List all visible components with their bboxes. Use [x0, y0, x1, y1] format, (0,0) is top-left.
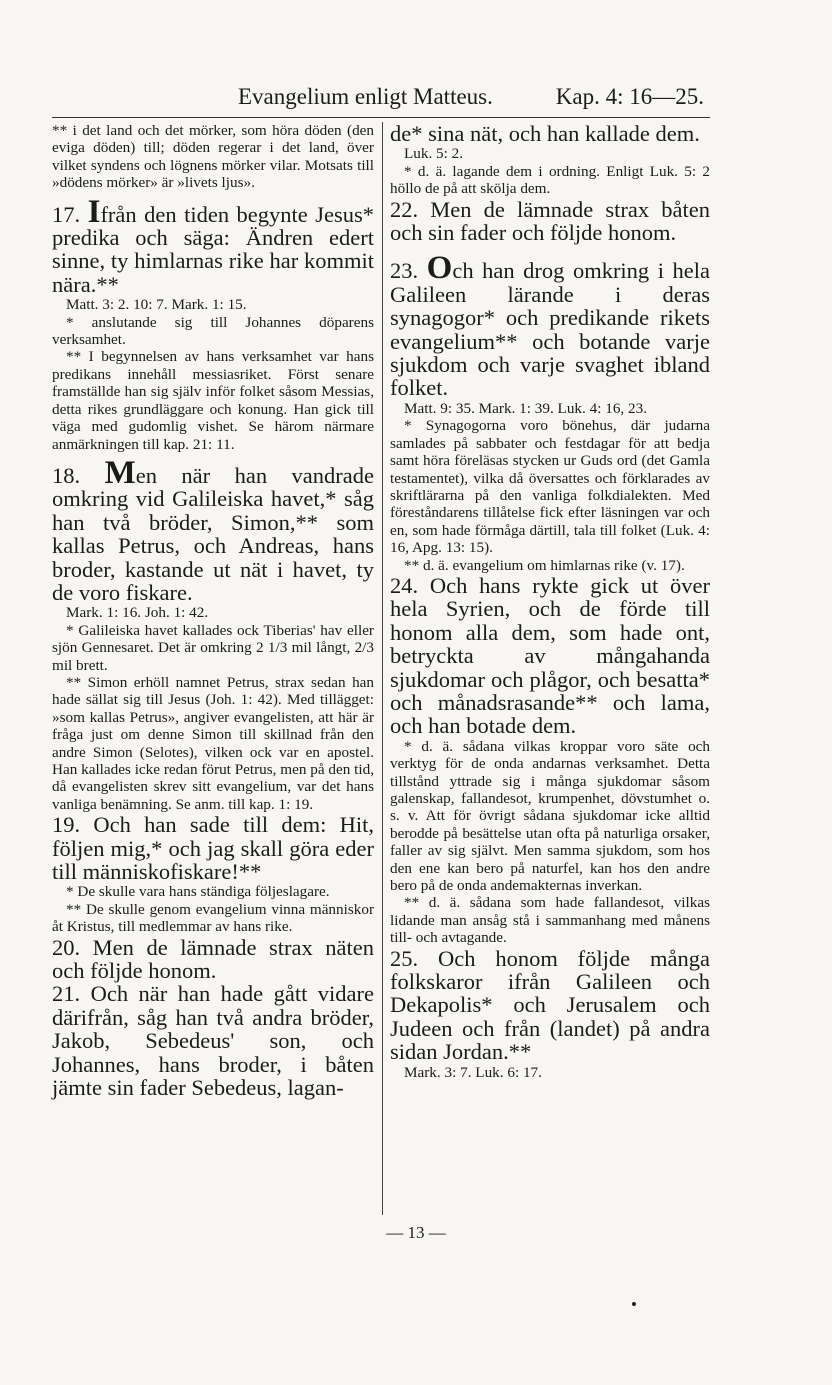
text: Luk. 5: 2. — [404, 145, 464, 163]
verse — [52, 936, 374, 983]
verse-number: 17. — [52, 201, 88, 227]
verse — [52, 813, 374, 883]
text: * anslutande sig till Johannes döparens verksamhet. — [52, 313, 374, 349]
text: de* sina nät, och han kallade dem. — [390, 121, 700, 146]
footnote — [52, 348, 374, 452]
verse-number: 20. — [52, 934, 93, 960]
footnote — [390, 738, 710, 895]
text: ** I begynnelsen av hans verksamhet var hans predikans innehåll messiasriket. Först senare framställde han sig själv inför folket såsom Messias, detta rikes grundläggare och konung. Han gick till väga med gudomlig vishet. Se härom närmare anmärkningen till kap. 21: 11. — [52, 348, 374, 453]
text: ** d. ä. evangelium om himlarnas rike (v. 17). — [404, 556, 685, 574]
text: * Synagogorna voro bönehus, där judarna samlades på sabbater och festdagar för att bedja samt höra föreläsas stycken ur Guds ord (det Gamla testamentet), vilka då översattes och förklarades av skriftlärarna på den vanliga folkdialekten. Med föreståndarens tillåtelse fick efter läsningen var och en, som hade förmåga därtill, tala till folket (Luk. 4: 16, Apg. 13: 15). — [390, 417, 710, 557]
text: ** Simon erhöll namnet Petrus, strax sedan han hade sällat sig till Jesus (Joh. 1: 42). Med tillägget: »som kallas Petrus», angiver evangelisten, att här är fråga just om denne Simon till skillnad från den andre Simon (Selotes), vilken ock var en apostel. Han kallades icke redan förut Petrus, men på den tid, då evangelisten skrev sitt evangelium, var det hans vanliga benämning. Se anm. till kap. 1: 19. — [52, 673, 374, 813]
verse-number: 19. — [52, 812, 94, 838]
footnote — [52, 622, 374, 674]
initial-capital: O — [426, 250, 453, 287]
verse-number: 22. — [390, 196, 431, 222]
column-divider — [382, 122, 383, 1215]
text: Och honom följde många folkskaror ifrån Galileen och Dekapolis* och Jerusalem och Judeen och från (landet) på andra sidan Jordan.** — [390, 945, 710, 1065]
verse-number: 21. — [52, 981, 91, 1007]
text: Och när han hade gått vidare därifrån, såg han två andra bröder, Jakob, Sebedeus' son, och Johannes, hans broder, i båten jämte sin fader Sebedeus, lagan- — [52, 981, 375, 1101]
footnote — [52, 314, 374, 349]
text: * d. ä. sådana vilkas kroppar voro säte och verktyg för de onda andarnas verksamhet. Detta tillstånd yttrade sig i många sjukdomar såsom galenskap, fallandesot, krumpenhet, dövstumhet o. s. v. Att för övrigt sådana sjukdomar icke alltid berodde på besättelse utan ofta på naturliga orsaker, faller av sig självt. Men samma sjukdom, som hos den ene kan bero på naturfel, kan hos den andre bero på de onda andemakternas inverkan. — [390, 737, 710, 895]
text: Men de lämnade strax båten och sin fader och följde honom. — [390, 196, 711, 246]
print-speck — [632, 1302, 636, 1306]
text: Mark. 1: 16. Joh. 1: 42. — [66, 604, 209, 622]
text: Och han sade till dem: Hit, följen mig,* och jag skall göra eder till människofiskare!** — [52, 812, 375, 885]
text: från den tiden begynte Jesus* predika och säga: Ändren edert sinne, ty himlarnas rike har kommit nära.** — [52, 201, 374, 297]
text: ** De skulle genom evangelium vinna människor åt Kristus, till medlemmar av hans rike. — [52, 900, 374, 936]
left-column — [52, 122, 374, 1100]
footnote — [390, 163, 710, 198]
header-rule — [52, 117, 710, 118]
cross-reference — [390, 145, 710, 162]
verse — [390, 574, 710, 738]
text: Mark. 3: 7. Luk. 6: 17. — [404, 1063, 542, 1081]
footnote — [52, 883, 374, 900]
verse — [390, 947, 710, 1064]
verse — [52, 982, 374, 1099]
cross-reference — [390, 1064, 710, 1081]
text: Matt. 3: 2. 10: 7. Mark. 1: 15. — [66, 296, 247, 314]
verse — [390, 122, 710, 145]
cross-reference — [52, 604, 374, 621]
header-chapter: Kap. 4: 16—25. — [555, 84, 704, 109]
text: * d. ä. lagande dem i ordning. Enligt Luk. 5: 2 höllo de på att skölja dem. — [390, 162, 710, 198]
initial-capital: I — [87, 193, 101, 230]
footnote — [52, 122, 374, 192]
verse-number: 24. — [390, 572, 430, 598]
right-column — [390, 122, 710, 1081]
text: ** d. ä. sådana som hade fallandesot, vilkas lidande man ansåg stå i sammanhang med månens till- och avtagande. — [390, 894, 710, 947]
text: ** i det land och det mörker, som höra döden (den eviga döden) till; döden regerar i det land, över vilket syndens och lögnens mörker vilar. Motsats till »dödens mörker» är »livets ljus». — [52, 122, 374, 192]
verse — [52, 454, 374, 605]
page-number: — 13 — — [386, 1223, 446, 1242]
running-header — [52, 80, 708, 112]
text: * De skulle vara hans ständiga följeslagare. — [66, 883, 330, 901]
initial-capital: M — [104, 454, 136, 491]
text: Men de lämnade strax näten och följde honom. — [52, 934, 374, 984]
footnote — [52, 674, 374, 813]
header-title: Evangelium enligt Matteus. — [238, 84, 493, 109]
text: Matt. 9: 35. Mark. 1: 39. Luk. 4: 16, 23. — [404, 399, 647, 417]
verse-number: 23. — [390, 258, 427, 284]
footnote — [390, 894, 710, 946]
footnote — [52, 901, 374, 936]
cross-reference — [390, 400, 710, 417]
text: en när han vandrade omkring vid Galileiska havet,* såg han två bröder, Simon,** som kallas Petrus, och Andreas, hans broder, kastande ut nät i havet, ty de voro fiskare. — [52, 462, 374, 605]
text: ch han drog omkring i hela Galileen lärande i deras synagogor* och predikande rikets evangelium** och botande varje sjukdom och varje svaghet ibland folket. — [390, 258, 711, 401]
footnote — [390, 417, 710, 556]
text: Och hans rykte gick ut över hela Syrien, och de förde till honom alla dem, som hade ont, betryckta av mångahanda sjukdomar och plågor, och besatta* och månadsrasande** och lama, och han botade dem. — [390, 572, 710, 739]
verse-number: 25. — [390, 945, 438, 971]
verse — [52, 193, 374, 297]
footnote — [390, 557, 710, 574]
text: * Galileiska havet kallades ock Tiberias' hav eller sjön Gennesaret. Det är omkring 2 1/3 mil långt, 2/3 mil brett. — [52, 621, 374, 674]
cross-reference — [52, 296, 374, 313]
verse-number: 18. — [52, 462, 105, 488]
verse — [390, 198, 710, 245]
verse — [390, 250, 711, 401]
